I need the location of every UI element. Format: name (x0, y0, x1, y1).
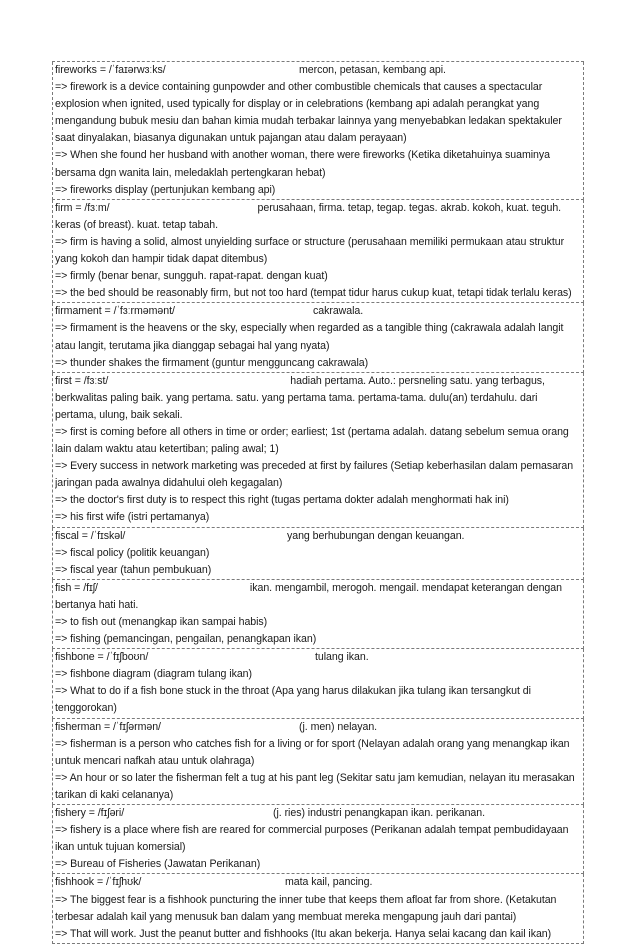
entry-fireworks (52, 62, 584, 200)
entry-headword-line (55, 303, 581, 320)
definition-line: => fishery is a place where fish are reared for commercial purposes (Perikanan adalah tempat pembudidayaan ikan untuk tujuan komersial) (55, 824, 569, 854)
entry-headword-line (55, 62, 581, 79)
example-line: => the bed should be reasonably firm, but not too hard (tempat tidur harus cukup kuat, tetapi tidak terlalu keras) (55, 287, 572, 300)
translation: (j. ries) industri penangkapan ikan. perikanan. (273, 807, 486, 820)
definition-line: => first is coming before all others in time or order; earliest; 1st (pertama adalah. datang sebelum semua orang lain dalam waktu atau ketertiban; paling awal; 1) (55, 425, 569, 456)
headword: firmament = /ˈfɜːrməmənt/ (55, 305, 175, 318)
example-line: => The biggest fear is a fishhook puncturing the inner tube that keeps them afloat far from shore. (Ketakutan terbesar adalah kail yang menusuk ban dalam yang membuat mereka mengapung jauh dari pantai) (55, 893, 557, 923)
headword: first = /fɜːst/ (55, 374, 109, 387)
entry-headword-line (55, 719, 581, 736)
entry-headword-line (55, 805, 581, 822)
headword: fisherman = /ˈfɪʃərmən/ (55, 720, 161, 733)
translation: ikan. mengambil, merogoh. mengail. mendapat keterangan dengan bertanya hati hati. (55, 581, 562, 611)
definition-line: => fisherman is a person who catches fish for a living or for sport (Nelayan adalah orang yang menangkap ikan untuk mencari nafkah atau untuk olahraga) (55, 737, 570, 767)
example-line: => thunder shakes the firmament (guntur mengguncang cakrawala) (55, 356, 369, 369)
headword: fishbone = /ˈfɪʃboʊn/ (55, 651, 149, 664)
translation: cakrawala. (313, 305, 364, 318)
definition-line: => firm is having a solid, almost unyielding surface or structure (perusahaan memiliki permukaan atau struktur yang kokoh dan hampir tidak dapat ditembus) (55, 235, 565, 266)
example-line: => An hour or so later the fisherman felt a tug at his pant leg (Sekitar satu jam kemudian, nelayan itu merasakan tarikan di kaki celananya) (55, 771, 575, 801)
example-line: => the doctor's first duty is to respect this right (tugas pertama dokter adalah menghormati hak ini) (55, 494, 509, 507)
entry-firm (52, 200, 584, 304)
example-line: => fireworks display (pertunjukan kembang api) (55, 183, 276, 196)
example-line: => his first wife (istri pertamanya) (55, 511, 210, 524)
headword: fishery = /fɪʃəri/ (55, 807, 125, 820)
headword: fish = /fɪʃ/ (55, 581, 98, 594)
definition-line: => firework is a device containing gunpowder and other combustible chemicals that causes a spectacular explosion when ignited, used typically for display or in celebrations (kembang api adalah perangkat yang mengandung bubuk mesiu dan bahan kimia mudah terbakar lainnya yang menyebabkan ledakan spektakuler saat dinyalakan, biasanya digunakan untuk pajangan atau dalam perayaan) (55, 81, 562, 145)
entry-fish (52, 580, 584, 649)
example-line: => fishing (pemancingan, pengailan, penangkapan ikan) (55, 633, 317, 646)
translation: mata kail, pancing. (285, 876, 373, 889)
example-line: => to fish out (menangkap ikan sampai habis) (55, 616, 268, 628)
entry-fishery (52, 805, 584, 874)
translation: yang berhubungan dengan keuangan. (287, 529, 465, 542)
entry-headword-line (55, 200, 581, 234)
headword: fishhook = /ˈfɪʃhʊk/ (55, 876, 142, 889)
example-line: => Bureau of Fisheries (Jawatan Perikanan) (55, 858, 261, 871)
entry-fishhook (52, 874, 584, 943)
example-line: => fishbone diagram (diagram tulang ikan) (55, 668, 252, 681)
headword: firm = /fɜːm/ (55, 201, 110, 214)
example-line: => firmly (benar benar, sungguh. rapat-rapat. dengan kuat) (55, 270, 328, 283)
entry-headword-line (55, 373, 581, 424)
example-line: => That will work. Just the peanut butter and fishhooks (Itu akan bekerja. Hanya selai kacang dan kail ikan) (55, 927, 552, 940)
dictionary-sheet (52, 61, 584, 944)
entry-headword-line (55, 528, 581, 545)
translation: hadiah pertama. Auto.: persneling satu. yang terbagus, berkwalitas paling baik. yang pertama. satu. yang pertama tama. pertama-tama. dulu(an) terdahulu. dari pertama, ulung, baik sekali. (55, 374, 545, 421)
example-line: => What to do if a fish bone stuck in the throat (Apa yang harus dilakukan jika tulang ikan tersangkut di tenggorokan) (55, 685, 531, 715)
entry-headword-line (55, 580, 581, 614)
translation: (j. men) nelayan. (299, 720, 378, 733)
entry-fishbone (52, 649, 584, 718)
definition-line: => firmament is the heavens or the sky, especially when regarded as a tangible thing (cakrawala adalah langit atau langit, terutama jika dianggap sebagai hal yang nyata) (55, 322, 564, 352)
entry-firmament (52, 303, 584, 372)
example-line: => When she found her husband with another woman, there were fireworks (Ketika diketahuinya suaminya bersama dgn wanita lain, meledaklah pertengkaran hebat) (55, 149, 550, 179)
headword: fiscal = /ˈfɪskəl/ (55, 529, 126, 542)
translation: mercon, petasan, kembang api. (299, 64, 446, 76)
entry-first (52, 373, 584, 528)
headword: fireworks = /ˈfaɪərwɜːks/ (55, 64, 166, 76)
translation: perusahaan, firma. tetap, tegap. tegas. akrab. kokoh, kuat. teguh. keras (of breast). kuat. tetap tabah. (55, 201, 562, 231)
example-line: => Every success in network marketing was preceded at first by failures (Setiap keberhasilan dalam pemasaran jaringan pada awalnya didahului oleh kegagalan) (55, 460, 574, 490)
example-line: => fiscal year (tahun pembukuan) (55, 563, 212, 576)
entry-headword-line (55, 649, 581, 666)
entry-headword-line (55, 874, 581, 891)
example-line: => fiscal policy (politik keuangan) (55, 546, 210, 559)
entry-fiscal (52, 528, 584, 580)
entry-fisherman (52, 719, 584, 805)
translation: tulang ikan. (315, 651, 369, 664)
